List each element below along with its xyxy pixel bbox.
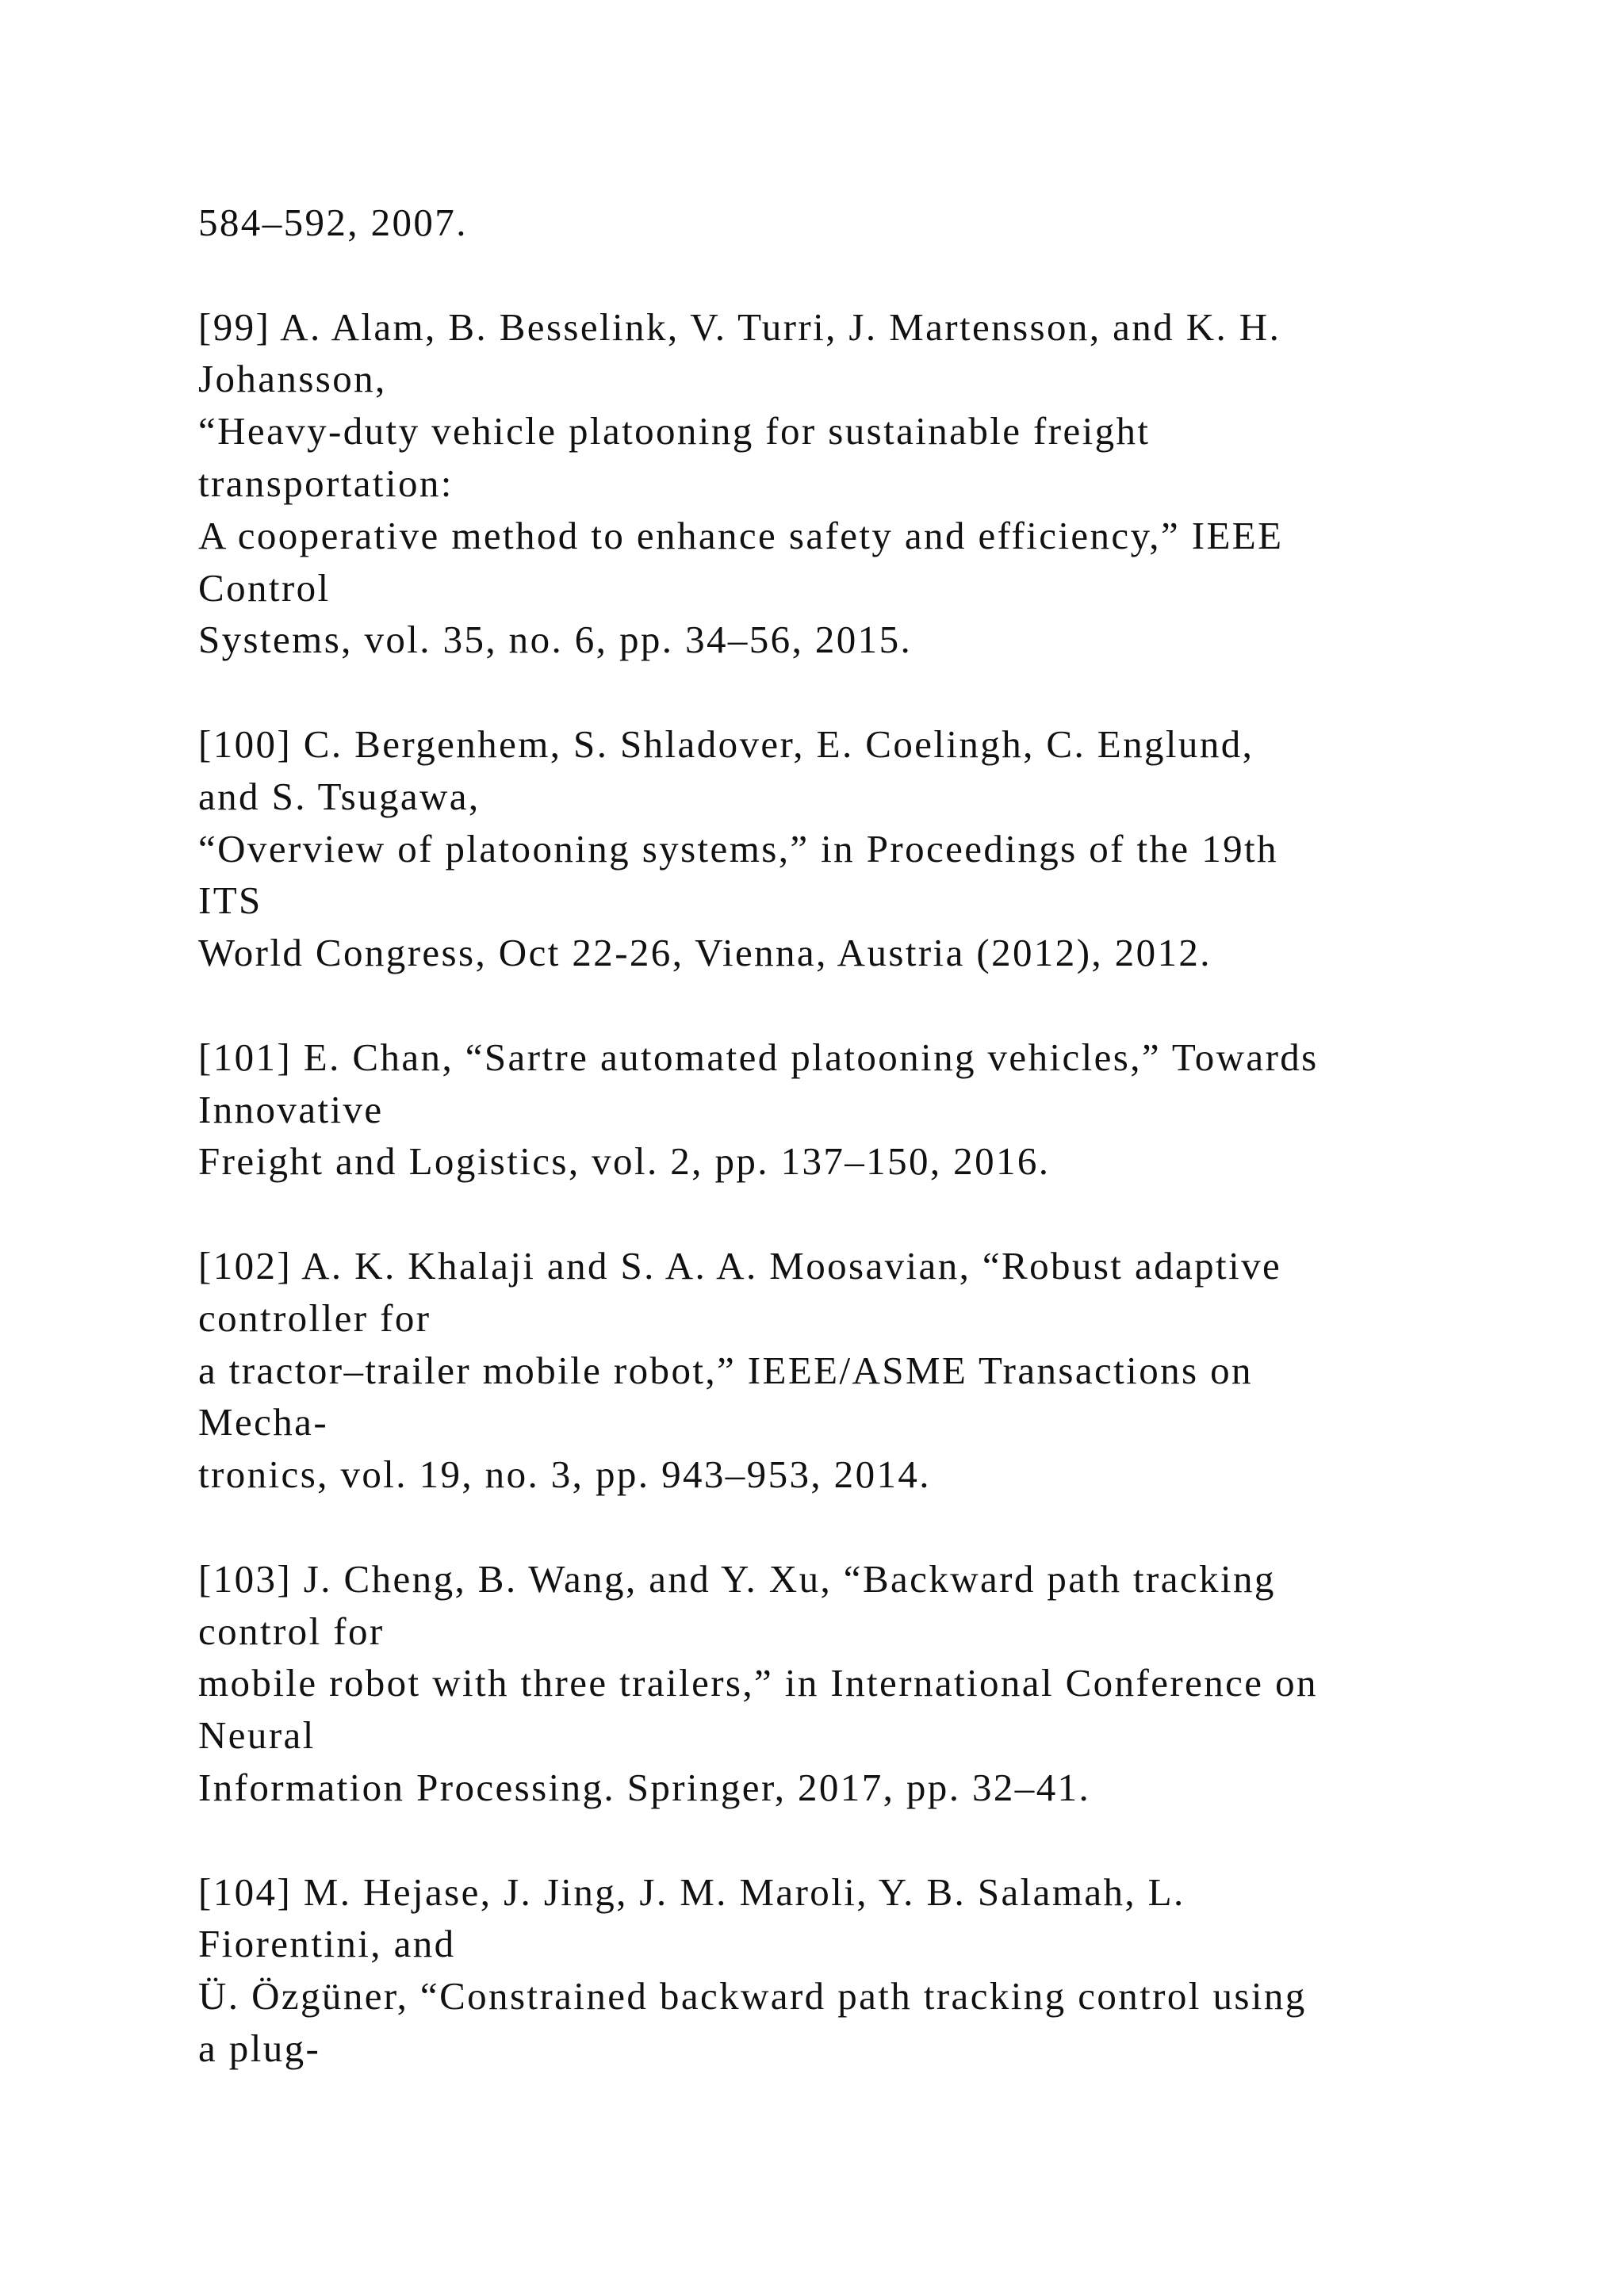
reference-line: [104] M. Hejase, J. Jing, J. M. Maroli, Y. B. Salamah, L.	[198, 1869, 1185, 1914]
reference-line: and S. Tsugawa,	[198, 774, 481, 818]
blank-line	[198, 1501, 1546, 1553]
blank-line	[198, 979, 1546, 1031]
reference-line: Innovative	[198, 1087, 384, 1131]
reference-line: Information Processing. Springer, 2017, pp. 32–41.	[198, 1765, 1091, 1809]
blank-line	[198, 666, 1546, 718]
reference-line: Neural	[198, 1713, 316, 1758]
reference-line: ITS	[198, 878, 262, 923]
reference-line: Johansson,	[198, 357, 387, 401]
blank-line	[198, 1814, 1546, 1866]
reference-line: [101] E. Chan, “Sartre automated platooning vehicles,” Towards	[198, 1035, 1319, 1079]
reference-line: “Heavy-duty vehicle platooning for sustainable freight	[198, 409, 1151, 453]
reference-line: “Overview of platooning systems,” in Proceedings of the 19th	[198, 826, 1278, 871]
reference-line: a tractor–trailer mobile robot,” IEEE/ASME Transactions on	[198, 1348, 1253, 1392]
blank-line	[198, 1188, 1546, 1240]
reference-line: Systems, vol. 35, no. 6, pp. 34–56, 2015.	[198, 618, 913, 662]
reference-line: 584–592, 2007.	[198, 201, 468, 244]
reference-line: Ü. Özgüner, “Constrained backward path tracking control using	[198, 1974, 1307, 2019]
reference-line: [100] C. Bergenhem, S. Shladover, E. Coelingh, C. Englund,	[198, 721, 1254, 766]
reference-line: Mecha-	[198, 1400, 329, 1445]
reference-line: Fiorentini, and	[198, 1922, 456, 1966]
reference-line: transportation:	[198, 461, 454, 505]
reference-line: A cooperative method to enhance safety and efficiency,” IEEE	[198, 513, 1284, 557]
reference-line: a plug-	[198, 2026, 321, 2070]
reference-line: control for	[198, 1609, 385, 1653]
reference-line: tronics, vol. 19, no. 3, pp. 943–953, 2014.	[198, 1452, 931, 1497]
blank-line	[198, 249, 1546, 301]
reference-line: controller for	[198, 1295, 431, 1340]
reference-line: [103] J. Cheng, B. Wang, and Y. Xu, “Backward path tracking	[198, 1556, 1276, 1601]
reference-line: World Congress, Oct 22-26, Vienna, Austria (2012), 2012.	[198, 931, 1212, 975]
reference-line: [99] A. Alam, B. Besselink, V. Turri, J. Martensson, and K. H.	[198, 304, 1281, 349]
reference-line: mobile robot with three trailers,” in International Conference on	[198, 1661, 1318, 1705]
reference-line: Control	[198, 565, 331, 610]
reference-line: [102] A. K. Khalaji and S. A. A. Moosavian, “Robust adaptive	[198, 1243, 1282, 1288]
reference-line: Freight and Logistics, vol. 2, pp. 137–150, 2016.	[198, 1139, 1051, 1184]
reference-list	[198, 197, 1546, 2075]
